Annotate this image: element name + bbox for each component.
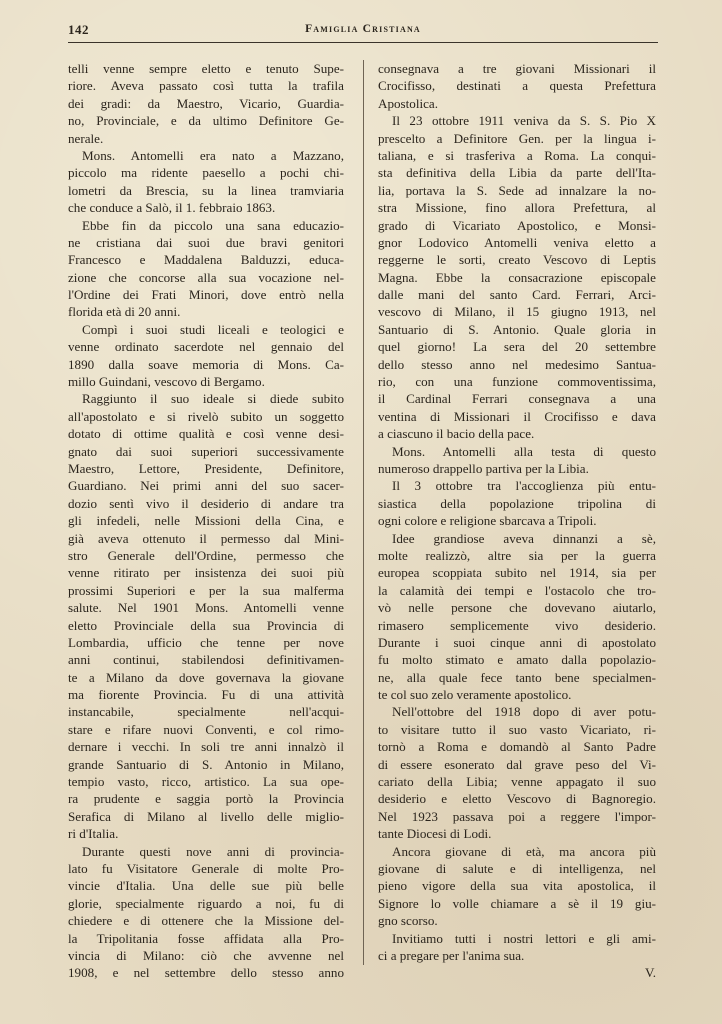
author-signature: V.	[644, 965, 656, 981]
text-line: quel giorno! La sera del 20 settembre	[378, 339, 656, 355]
text-line: 1908, e nel settembre dello stesso anno	[68, 965, 344, 981]
text-line: dello stesso anno nel medesimo Santua-	[378, 356, 656, 372]
text-line: rio, con una funzione commoventissima,	[378, 374, 656, 390]
text-line: dei gradi: da Maestro, Vicario, Guardia-	[68, 95, 344, 111]
text-line: eletto Provinciale della sua Provincia di	[68, 617, 344, 633]
text-line: millo Guindani, vescovo di Bergamo.	[68, 374, 265, 390]
text-line: Mons. Antomelli alla testa di questo	[392, 443, 656, 459]
text-line: cariato della Libia; venne appagato il suo	[378, 774, 656, 790]
text-line: dernare i vecchi. In soli tre anni innalzò il	[68, 739, 344, 755]
text-line: stra Missione, fino allora Prefettura, al	[378, 200, 656, 216]
text-line: venne ritirato per insistenza dei suoi più	[68, 565, 344, 581]
text-line: anni continui, stabilendosi definitivamen-	[68, 652, 344, 668]
text-line: taliana, e si trasferiva a Roma. La conqui-	[378, 147, 656, 163]
page-header	[68, 20, 658, 43]
text-line: no, Provinciale, e da ultimo Definitore Ge-	[68, 113, 344, 129]
text-line: Francesco e Maddalena Balduzzi, educa-	[68, 252, 344, 268]
text-line: gno scorso.	[378, 913, 438, 929]
text-line: telli venne sempre eletto e tenuto Supe-	[68, 61, 344, 76]
text-line: zione che concorse alla sua vocazione nel-	[68, 269, 344, 285]
text-line: Il 23 ottobre 1911 veniva da S. S. Pio X	[392, 113, 656, 129]
text-line: sta definitiva della Libia da parte dell'Ita-	[378, 165, 656, 181]
text-line: Signore lo volle chiamare a sè il 19 giu-	[378, 895, 656, 911]
text-line: reggerne le sorti, creato Vescovo di Leptis	[378, 252, 656, 268]
text-line: consegnava a tre giovani Missionari il	[378, 61, 656, 76]
text-line: Ancora giovane di età, ma ancora più	[392, 843, 656, 859]
text-line: di essere esonerato dal grave peso del Vi-	[378, 756, 656, 772]
text-line: grado di Vicariato Apostolico, e Monsi-	[378, 217, 656, 233]
text-line: lometri da Brescia, su la linea tramviaria	[68, 182, 344, 198]
text-line: Serafica di Milano al livello delle miglio-	[68, 808, 344, 824]
text-line: lia, portava la S. Sede ad innalzare la no-	[378, 182, 656, 198]
left-text-column	[68, 60, 344, 982]
text-line: glorie, specialmente riguardo a noi, fu di	[68, 895, 344, 911]
text-line: Idee grandiose aveva dinnanzi a sè,	[392, 530, 656, 546]
text-line: grande Santuario di S. Antonio in Milano,	[68, 756, 344, 772]
text-line: la calamità dei tempi e l'ostacolo che tro-	[378, 582, 656, 598]
text-line: dozio sentì vivo il desiderio di andare tra	[68, 495, 344, 511]
text-line: che conduce a Salò, il 1. febbraio 1863.	[68, 200, 276, 216]
text-line: vescovo di Milano, il 15 giugno 1913, nel	[378, 304, 656, 320]
text-line: stare e rifare nuovi Conventi, e col rimo-	[68, 721, 344, 737]
text-line: ne, alla quale fece tanto bene specialmen-	[378, 669, 656, 685]
text-line: tante Diocesi di Lodi.	[378, 826, 492, 842]
text-line: ci a pregare per l'anima sua.	[378, 947, 525, 963]
text-line: l'Ordine dei Frati Minori, dove entrò nella	[68, 287, 344, 303]
text-line: ra prudente e saggia portò la Provincia	[68, 791, 344, 807]
text-line: instancabile, specialmente nell'acqui-	[68, 704, 344, 720]
text-line: Magna. Ebbe la consacrazione episcopale	[378, 269, 656, 285]
text-line: 1890 dalla soave memoria di Mons. Ca-	[68, 356, 344, 372]
text-line: gnato dai suoi superiori successivamente	[68, 443, 344, 459]
text-line: Santuario di S. Antonio. Quale gloria in	[378, 321, 656, 337]
text-line: piccolo ma ridente paesello a pochi chi-	[68, 165, 344, 181]
page-number: 142	[68, 22, 89, 37]
text-line: stro Generale dell'Ordine, permesso che	[68, 547, 344, 563]
text-line: fu molto stimato e amato dalla popolazio-	[378, 652, 656, 668]
text-line: vincia di Milano: ciò che avvenne nel	[68, 947, 344, 963]
text-line: Ebbe fin da piccolo una sana educazio-	[82, 217, 344, 233]
text-line: dalle mani del santo Card. Ferrari, Arci-	[378, 287, 656, 303]
text-line: già aveva ottenuto il permesso dal Mini-	[68, 530, 344, 546]
text-line: Lombardia, ufficio che tenne per nove	[68, 634, 344, 650]
text-line: gli infedeli, nelle Missioni della Cina, e	[68, 513, 344, 529]
text-line: chiedere e di ottenere che la Missione del-	[68, 913, 344, 929]
text-line: Apostolica.	[378, 95, 439, 111]
text-line: florida età di 20 anni.	[68, 304, 181, 320]
text-line: ri d'Italia.	[68, 826, 119, 842]
text-line: rimasero semplicemente vivo desiderio.	[378, 617, 656, 633]
text-line: la Tripolitania fosse affidata alla Pro-	[68, 930, 344, 946]
text-line: ma fiorente Provincia. Fu di una attività	[68, 687, 344, 703]
text-line: prescelto a Definitore Gen. per la lingua i-	[378, 130, 656, 146]
text-line: prossimi Superiori e per la sua malferma	[68, 582, 344, 598]
text-line: nerale.	[68, 130, 104, 146]
text-line: lato fu Visitatore Generale di molte Pro-	[68, 860, 344, 876]
text-line: tornò a Roma e domandò al Santo Padre	[378, 739, 656, 755]
text-line: to visitare tutto il suo vasto Vicariato, ri-	[378, 721, 656, 737]
text-line: vò nelle persone che dovevano aiutarlo,	[378, 600, 656, 616]
text-line: dotato di ottime qualità e così venne desi-	[68, 426, 344, 442]
text-line: all'apostolato e si rivelò subito un soggetto	[68, 408, 344, 424]
text-line: Nell'ottobre del 1918 dopo di aver potu-	[392, 704, 656, 720]
running-title: Famiglia Cristiana	[305, 23, 421, 35]
text-line: Compì i suoi studi liceali e teologici e	[82, 321, 344, 337]
text-line: siastica della popolazione tripolina di	[378, 495, 656, 511]
text-line: Durante questi nove anni di provincia-	[82, 843, 344, 859]
text-line: riore. Aveva passato così tutta la trafila	[68, 78, 344, 94]
text-line: Mons. Antomelli era nato a Mazzano,	[82, 147, 344, 163]
text-line: Nel 1923 passava poi a reggere l'impor-	[378, 808, 656, 824]
text-line: venne ordinato sacerdote nel gennaio del	[68, 339, 344, 355]
text-line: Guardiano. Nei primi anni del suo sacer-	[68, 478, 344, 494]
text-line: Durante i suoi cinque anni di apostolato	[378, 634, 656, 650]
text-line: salute. Nel 1901 Mons. Antomelli venne	[68, 600, 344, 616]
column-divider	[363, 60, 364, 965]
text-line: desiderio e eletto Vescovo di Bagnoregio.	[378, 791, 656, 807]
text-line: te a Milano da dove governava la giovane	[68, 669, 344, 685]
text-line: Raggiunto il suo ideale si diede subito	[82, 391, 344, 407]
text-line: pieno vigore della sua vita apostolica, il	[378, 878, 656, 894]
text-line: numeroso drappello partiva per la Libia.	[378, 460, 589, 476]
text-line: Il 3 ottobre tra l'accoglienza più entu-	[392, 478, 656, 494]
text-line: te col suo zelo veramente apostolico.	[378, 687, 572, 703]
text-line: Crocifisso, destinati a questa Prefettura	[378, 78, 656, 94]
text-line: il Cardinal Ferrari consegnava a una	[378, 391, 656, 407]
text-line: europea scoppiata subito nel 1914, sia per	[378, 565, 656, 581]
text-line: ne cristiana dai suoi due bravi genitori	[68, 234, 344, 250]
text-line: ventina di Missionari il Crocifisso e dava	[378, 408, 656, 424]
text-line: ogni colore e religione sbarcava a Tripoli.	[378, 513, 597, 529]
text-line: Invitiamo tutti i nostri lettori e gli ami-	[392, 930, 656, 946]
text-line: giovane di salute e di intelligenza, nel	[378, 860, 656, 876]
text-line: molte realizzò, altre sia per la guerra	[378, 547, 656, 563]
right-text-column	[378, 60, 656, 982]
text-line: a ciascuno il bacio della pace.	[378, 426, 535, 442]
text-line: Maestro, Lettore, Presidente, Definitore,	[68, 460, 344, 476]
text-line: tempio vasto, ricco, artistico. La sua ope-	[68, 774, 344, 790]
text-line: vincie d'Italia. Una delle sue più belle	[68, 878, 344, 894]
text-line: gnor Lodovico Antomelli veniva eletto a	[378, 234, 656, 250]
